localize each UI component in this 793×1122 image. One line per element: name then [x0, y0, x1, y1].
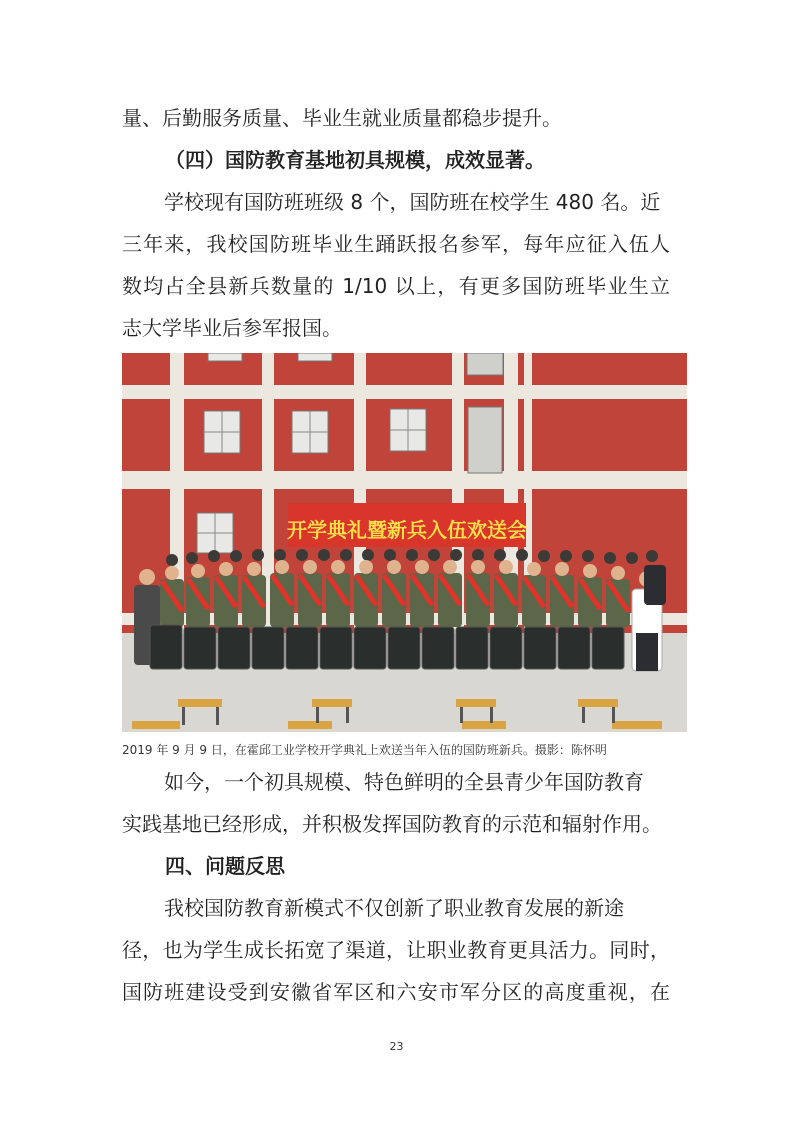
ceremony-photo [122, 353, 687, 732]
banner-text: 开学典礼暨新兵入伍欢送会 [287, 518, 527, 542]
paragraph-line: 如今，一个初具规模、特色鲜明的全县青少年国防教育 [164, 770, 644, 794]
paragraph-line: 量、后勤服务质量、毕业生就业质量都稳步提升。 [122, 106, 562, 130]
paragraph-line: 志大学毕业后参军报国。 [122, 316, 342, 340]
paragraph-line: 三年来，我校国防班毕业生踊跃报名参军，每年应征入伍人 [122, 232, 670, 256]
paragraph-line: 数均占全县新兵数量的 1/10 以上，有更多国防班毕业生立 [122, 274, 670, 298]
paragraph-line: 我校国防教育新模式不仅创新了职业教育发展的新途 [164, 896, 624, 920]
paragraph-line: 径，也为学生成长拓宽了渠道，让职业教育更具活力。同时， [122, 938, 670, 962]
paragraph-line: 实践基地已经形成，并积极发挥国防教育的示范和辐射作用。 [122, 812, 662, 836]
paragraph-line: 学校现有国防班班级 8 个，国防班在校学生 480 名。近 [164, 190, 661, 214]
section-subheading: （四）国防教育基地初具规模，成效显著。 [165, 148, 545, 172]
paragraph-line: 国防班建设受到安徽省军区和六安市军分区的高度重视，在 [122, 980, 670, 1004]
page-number: 23 [389, 1040, 404, 1053]
section-heading: 四、问题反思 [165, 854, 285, 878]
photo-caption: 2019 年 9 月 9 日，在霍邱工业学校开学典礼上欢送当年入伍的国防班新兵。摄影：陈怀明 [122, 743, 607, 757]
